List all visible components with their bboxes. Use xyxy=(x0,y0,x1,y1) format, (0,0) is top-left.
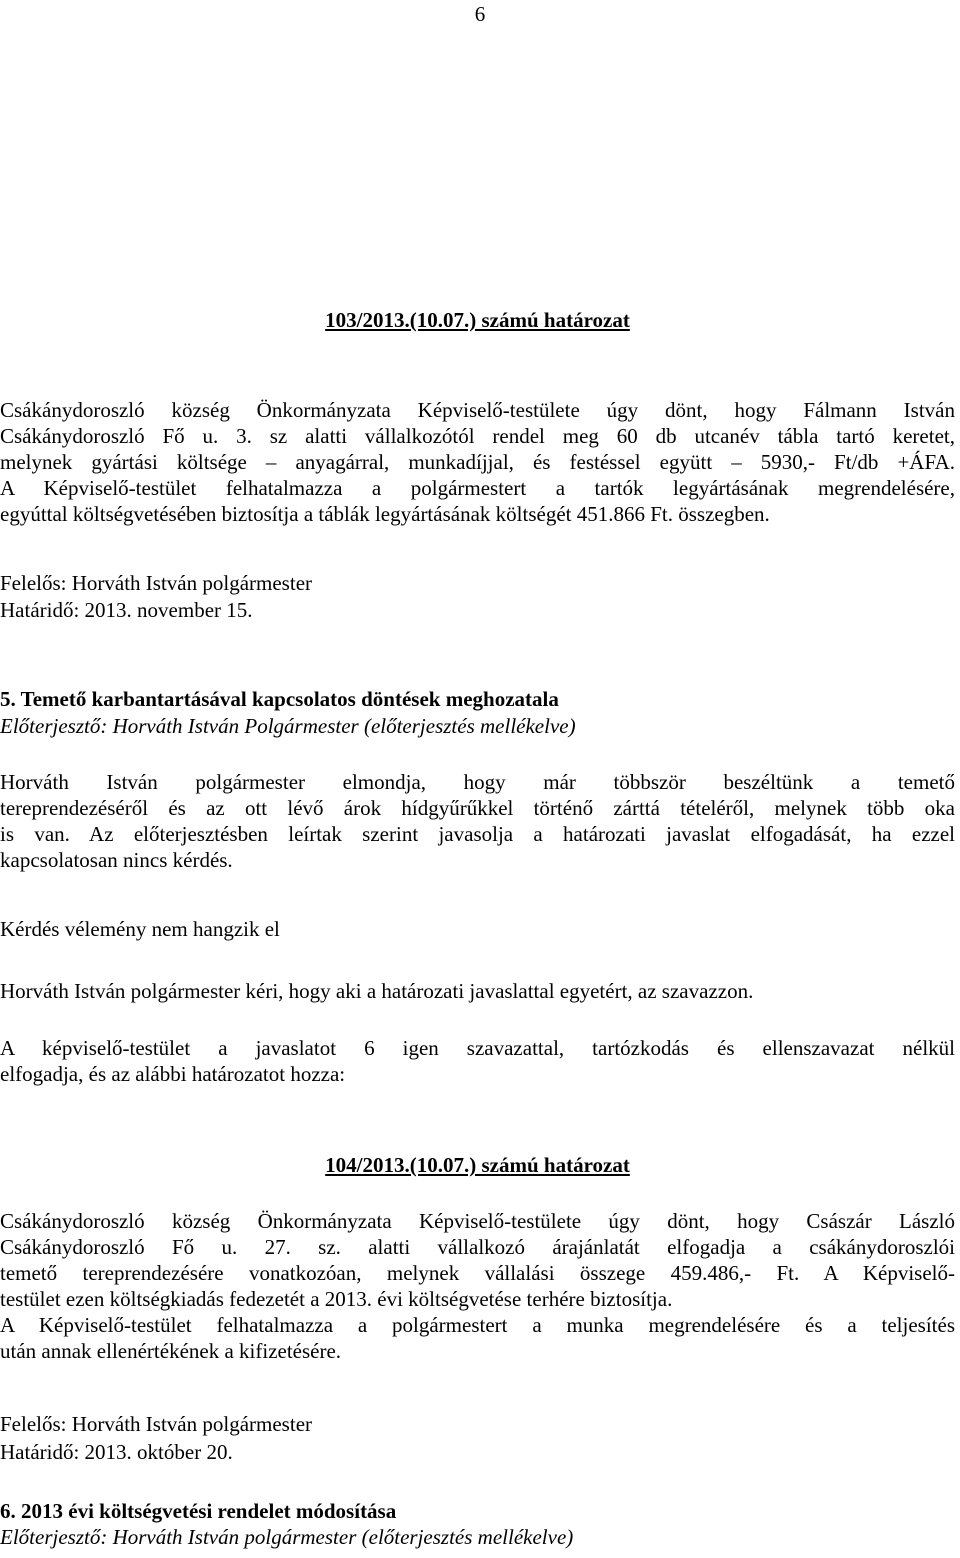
statement-line: Horváth István polgármester elmondja, hogy már többször beszéltünk a temető xyxy=(0,770,955,794)
resolution-103-responsible: Felelős: Horváth István polgármester xyxy=(0,571,313,595)
section-5-heading: 5. Temető karbantartásával kapcsolatos döntések meghozatala xyxy=(0,687,559,711)
resolution-103-line: Csákánydoroszló Fő u. 3. sz alatti vállalkozótól rendel meg 60 db utcanév tábla tartó keretet, xyxy=(0,424,955,448)
resolution-103-title: 103/2013.(10.07.) számú határozat xyxy=(325,308,630,332)
vote-result xyxy=(0,1035,955,1087)
resolution-103-line: A Képviselő-testület felhatalmazza a polgármestert a tartók legyártásának megrendelésére, xyxy=(0,476,955,500)
resolution-103-line: Csákánydoroszló község Önkormányzata Képviselő-testülete úgy dönt, hogy Fálmann István xyxy=(0,398,955,422)
statement-line: tereprendezéséről és az ott lévő árok hídgyűrűkkel történő zárttá tételéről, melynek több oka xyxy=(0,796,955,820)
resolution-104-line: testület ezen költségkiadás fedezetét a 2013. évi költségvetése terhére biztosítja. xyxy=(0,1287,673,1311)
resolution-104-line: után annak ellenértékének a kifizetésére. xyxy=(0,1339,342,1363)
resolution-103-body xyxy=(0,397,955,527)
section-5-presenter: Előterjesztő: Horváth István Polgármester (előterjesztés mellékelve) xyxy=(0,714,576,738)
resolution-104-line: A Képviselő-testület felhatalmazza a polgármestert a munka megrendelésére és a teljesítés xyxy=(0,1313,955,1337)
statement-line: kapcsolatosan nincs kérdés. xyxy=(0,848,233,872)
resolution-104-deadline: Határidő: 2013. október 20. xyxy=(0,1440,233,1464)
section-5-mayor-statement xyxy=(0,769,955,873)
resolution-104-title: 104/2013.(10.07.) számú határozat xyxy=(325,1153,630,1177)
section-6-presenter: Előterjesztő: Horváth István polgármester (előterjesztés mellékelve) xyxy=(0,1525,574,1549)
vote-result-line: elfogadja, és az alábbi határozatot hozza: xyxy=(0,1062,346,1086)
resolution-104-line: temető tereprendezésére vonatkozóan, melynek vállalási összege 459.486,- Ft. A Képviselő- xyxy=(0,1261,955,1285)
resolution-104-line: Csákánydoroszló Fő u. 27. sz. alatti vállalkozó árajánlatát elfogadja a csákánydoroszlói xyxy=(0,1235,955,1259)
vote-result-line: A képviselő-testület a javaslatot 6 igen szavazattal, tartózkodás és ellenszavazat nélkül xyxy=(0,1036,955,1060)
no-questions-note: Kérdés vélemény nem hangzik el xyxy=(0,917,280,941)
vote-request: Horváth István polgármester kéri, hogy aki a határozati javaslattal egyetért, az szavazzon. xyxy=(0,979,754,1003)
page-number: 6 xyxy=(474,2,486,26)
resolution-103-deadline: Határidő: 2013. november 15. xyxy=(0,598,253,622)
statement-line: is van. Az előterjesztésben leírtak szerint javasolja a határozati javaslat elfogadását, ha ezzel xyxy=(0,822,955,846)
resolution-104-responsible: Felelős: Horváth István polgármester xyxy=(0,1412,313,1436)
section-6-heading: 6. 2013 évi költségvetési rendelet módosítása xyxy=(0,1499,397,1523)
resolution-104-body xyxy=(0,1208,955,1364)
resolution-103-line: egyúttal költségvetésében biztosítja a táblák legyártásának költségét 451.866 Ft. összegben. xyxy=(0,502,770,526)
resolution-103-line: melynek gyártási költsége – anyagárral, munkadíjjal, és festéssel együtt – 5930,- Ft/db +ÁFA. xyxy=(0,450,955,474)
resolution-104-line: Csákánydoroszló község Önkormányzata Képviselő-testülete úgy dönt, hogy Császár László xyxy=(0,1209,955,1233)
